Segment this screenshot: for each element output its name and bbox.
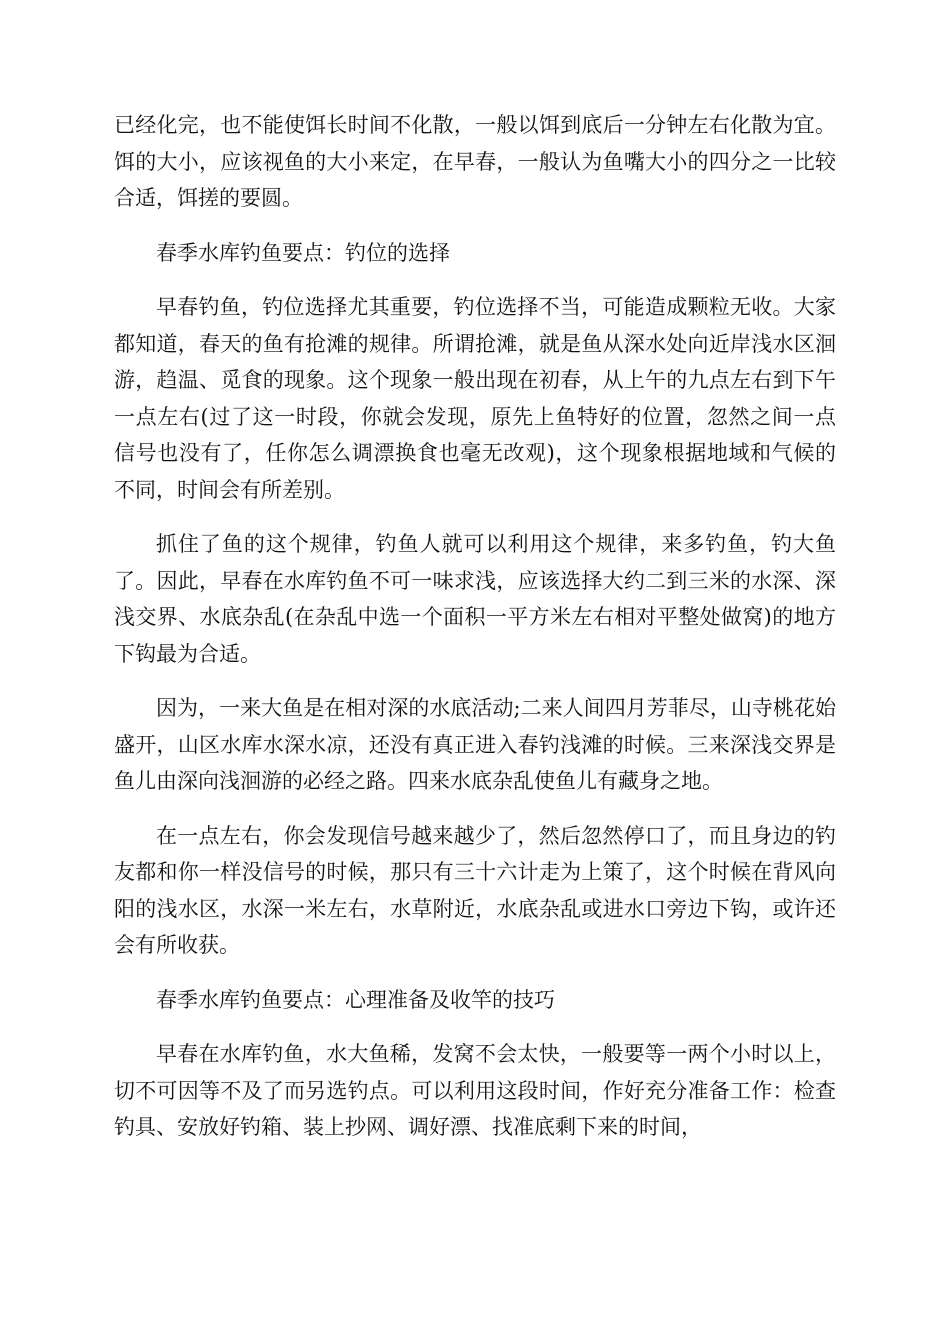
paragraph-fish-pattern: 抓住了鱼的这个规律，钓鱼人就可以利用这个规律，来多钓鱼，钓大鱼了。因此，早春在水库钓鱼不可一味求浅，应该选择大约二到三米的水深、深浅交界、水底杂乱(在杂乱中选一个面积一平方米左右相对平整处做窝)的地方下钩最为合适。 [114,532,836,666]
paragraph-afternoon-strategy: 在一点左右，你会发现信号越来越少了，然后忽然停口了，而且身边的钓友都和你一样没信号的时候，那只有三十六计走为上策了，这个时候在背风向阳的浅水区，水深一米左右，水草附近，水底杂乱或进水口旁边下钩，或许还会有所收获。 [114,823,836,957]
section-heading-spot-selection: 春季水库钓鱼要点：钓位的选择 [156,240,450,265]
section-heading-mental-prep: 春季水库钓鱼要点：心理准备及收竿的技巧 [156,987,555,1012]
paragraph-early-spring-spot: 早春钓鱼，钓位选择尤其重要，钓位选择不当，可能造成颗粒无收。大家都知道，春天的鱼有抢滩的规律。所谓抢滩，就是鱼从深水处向近岸浅水区洄游，趋温、觅食的现象。这个现象一般出现在初春，从上午的九点左右到下午一点左右(过了这一时段，你就会发现，原先上鱼特好的位置，忽然之间一点信号也没有了，任你怎么调漂换食也毫无改观)，这个现象根据地域和气候的不同，时间会有所差别。 [114,295,836,502]
document-page [114,107,836,1164]
paragraph-bait-size: 已经化完，也不能使饵长时间不化散，一般以饵到底后一分钟左右化散为宜。饵的大小，应该视鱼的大小来定，在早春，一般认为鱼嘴大小的四分之一比较合适，饵搓的要圆。 [114,113,836,210]
paragraph-reasons: 因为，一来大鱼是在相对深的水底活动;二来人间四月芳菲尽，山寺桃花始盛开，山区水库水深水凉，还没有真正进入春钓浅滩的时候。三来深浅交界是鱼儿由深向浅洄游的必经之路。四来水底杂乱使鱼儿有藏身之地。 [114,696,836,793]
paragraph-patience: 早春在水库钓鱼，水大鱼稀，发窝不会太快，一般要等一两个小时以上，切不可因等不及了而另选钓点。可以利用这段时间，作好充分准备工作：检查钓具、安放好钓箱、装上抄网、调好漂、找准底剩下来的时间， [114,1042,836,1139]
